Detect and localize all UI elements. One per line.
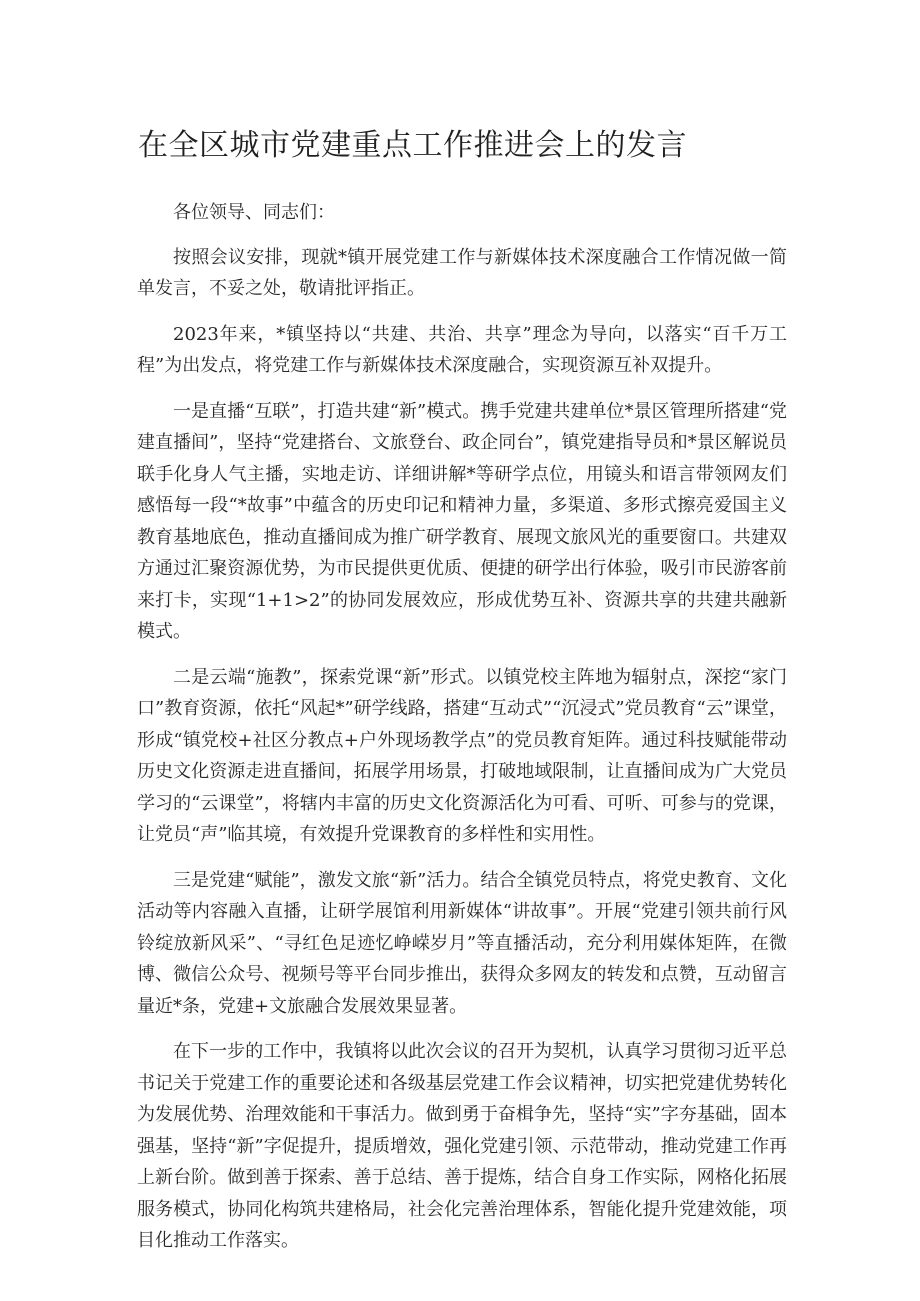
paragraph-cloud-teaching: 二是云端“施教”，探索党课“新”形式。以镇党校主阵地为辐射点，深挖“家门口”教育资源，依托“风起*”研学线路，搭建“互动式”“沉浸式”党员教育“云”课堂，形成“镇党校+社区分教点+户外现场教学点”的党员教育矩阵。通过科技赋能带动历史文化资源走进直播间，拓展学用场景，打破地域限制，让直播间成为广大党员学习的“云课堂”，将辖内丰富的历史文化资源活化为可看、可听、可参与的党课，让党员“声”临其境，有效提升党课教育的多样性和实用性。	[137, 666, 787, 845]
paragraph-overview: 2023年来，*镇坚持以“共建、共治、共享”理念为导向，以落实“百千万工程”为出发点，将党建工作与新媒体技术深度融合，实现资源互补双提升。	[137, 323, 787, 376]
paragraph-livestream: 一是直播“互联”，打造共建“新”模式。携手党建共建单位*景区管理所搭建“党建直播间”，坚持“党建搭台、文旅登台、政企同台”，镇党建指导员和*景区解说员联手化身人气主播，实地走访、详细讲解*等研学点位，用镜头和语言带领网友们感悟每一段“*故事”中蕴含的历史印记和精神力量，多渠道、多形式擦亮爱国主义教育基地底色，推动直播间成为推广研学教育、展现文旅风光的重要窗口。共建双方通过汇聚资源优势，为市民提供更优质、便捷的研学出行体验，吸引市民游客前来打卡，实现“1+1>2”的协同发展效应，形成优势互补、资源共享的共建共融新模式。	[137, 400, 787, 642]
paragraph-next-steps: 在下一步的工作中，我镇将以此次会议的召开为契机，认真学习贯彻习近平总书记关于党建工作的重要论述和各级基层党建工作会议精神，切实把党建优势转化为发展优势、治理效能和干事活力。做到勇于奋楫争先，坚持“实”字夯基础，固本强基，坚持“新”字促提升，提质增效，强化党建引领、示范带动，推动党建工作再上新台阶。做到善于探索、善于总结、善于提炼，结合自身工作实际，网格化拓展服务模式，协同化构筑共建格局，社会化完善治理体系，智能化提升党建效能，项目化推动工作落实。	[137, 1041, 787, 1251]
document-title: 在全区城市党建重点工作推进会上的发言	[138, 128, 687, 163]
document-body	[137, 197, 787, 1271]
paragraph-empowerment: 三是党建“赋能”，激发文旅“新”活力。结合全镇党员特点，将党史教育、文化活动等内容融入直播，让研学展馆利用新媒体“讲故事”。开展“党建引领共前行风铃绽放新风采”、“寻红色足迹忆峥嵘岁月”等直播活动，充分利用媒体矩阵，在微博、微信公众号、视频号等平台同步推出，获得众多网友的转发和点赞，互动留言量近*条，党建+文旅融合发展效果显著。	[137, 869, 787, 1017]
salutation: 各位领导、同志们：	[173, 202, 335, 223]
paragraph-intro: 按照会议安排，现就*镇开展党建工作与新媒体技术深度融合工作情况做一简单发言，不妥之处，敬请批评指正。	[137, 246, 787, 299]
